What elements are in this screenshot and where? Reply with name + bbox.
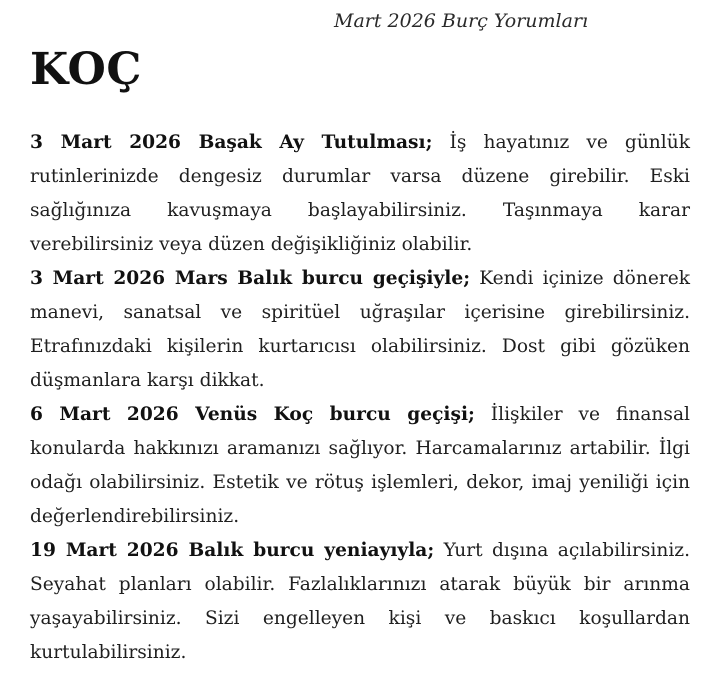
- entry-text: İlişkiler ve finansal konularda hakkınızı aramanızı sağlıyor. Harcamalarınız artabilir. İlgi odağı olabilirsiniz. Estetik ve rötuş işlemleri, dekor, imaj yeniliği için değerlendirebilirsiniz.: [30, 404, 690, 527]
- entry-text: Yurt dışına açılabilirsiniz. Seyahat planları olabilir. Fazlalıklarınızı atarak büyük bir arınma yaşayabilirsiniz. Sizi engelleyen kişi ve baskıcı koşullardan kurtulabilirsiniz.: [30, 540, 690, 663]
- horoscope-entries: [30, 126, 690, 670]
- entry-balik-yeniay: [30, 534, 690, 670]
- entry-heading: 19 Mart 2026 Balık burcu yeniayıyla;: [30, 540, 435, 561]
- entry-venus-koc: [30, 398, 690, 534]
- sign-title: KOÇ: [30, 44, 142, 95]
- entry-text: İş hayatınız ve günlük rutinlerinizde dengesiz durumlar varsa düzene girebilir. Eski sağlığınıza kavuşmaya başlayabilirsiniz. Taşınmaya karar verebilirsiniz veya düzen değişikliğiniz olabilir.: [30, 132, 690, 255]
- entry-mars-balik: [30, 262, 690, 398]
- page-subtitle: Mart 2026 Burç Yorumları: [334, 10, 589, 32]
- entry-basak-ay-tutulmasi: [30, 126, 690, 262]
- entry-heading: 6 Mart 2026 Venüs Koç burcu geçişi;: [30, 404, 475, 425]
- entry-text: Kendi içinize dönerek manevi, sanatsal ve spiritüel uğraşılar içerisine girebilirsiniz. Etrafınızdaki kişilerin kurtarıcısı olabilirsiniz. Dost gibi gözüken düşmanlara karşı dikkat.: [30, 268, 690, 391]
- entry-heading: 3 Mart 2026 Başak Ay Tutulması;: [30, 132, 433, 153]
- entry-heading: 3 Mart 2026 Mars Balık burcu geçişiyle;: [30, 268, 471, 289]
